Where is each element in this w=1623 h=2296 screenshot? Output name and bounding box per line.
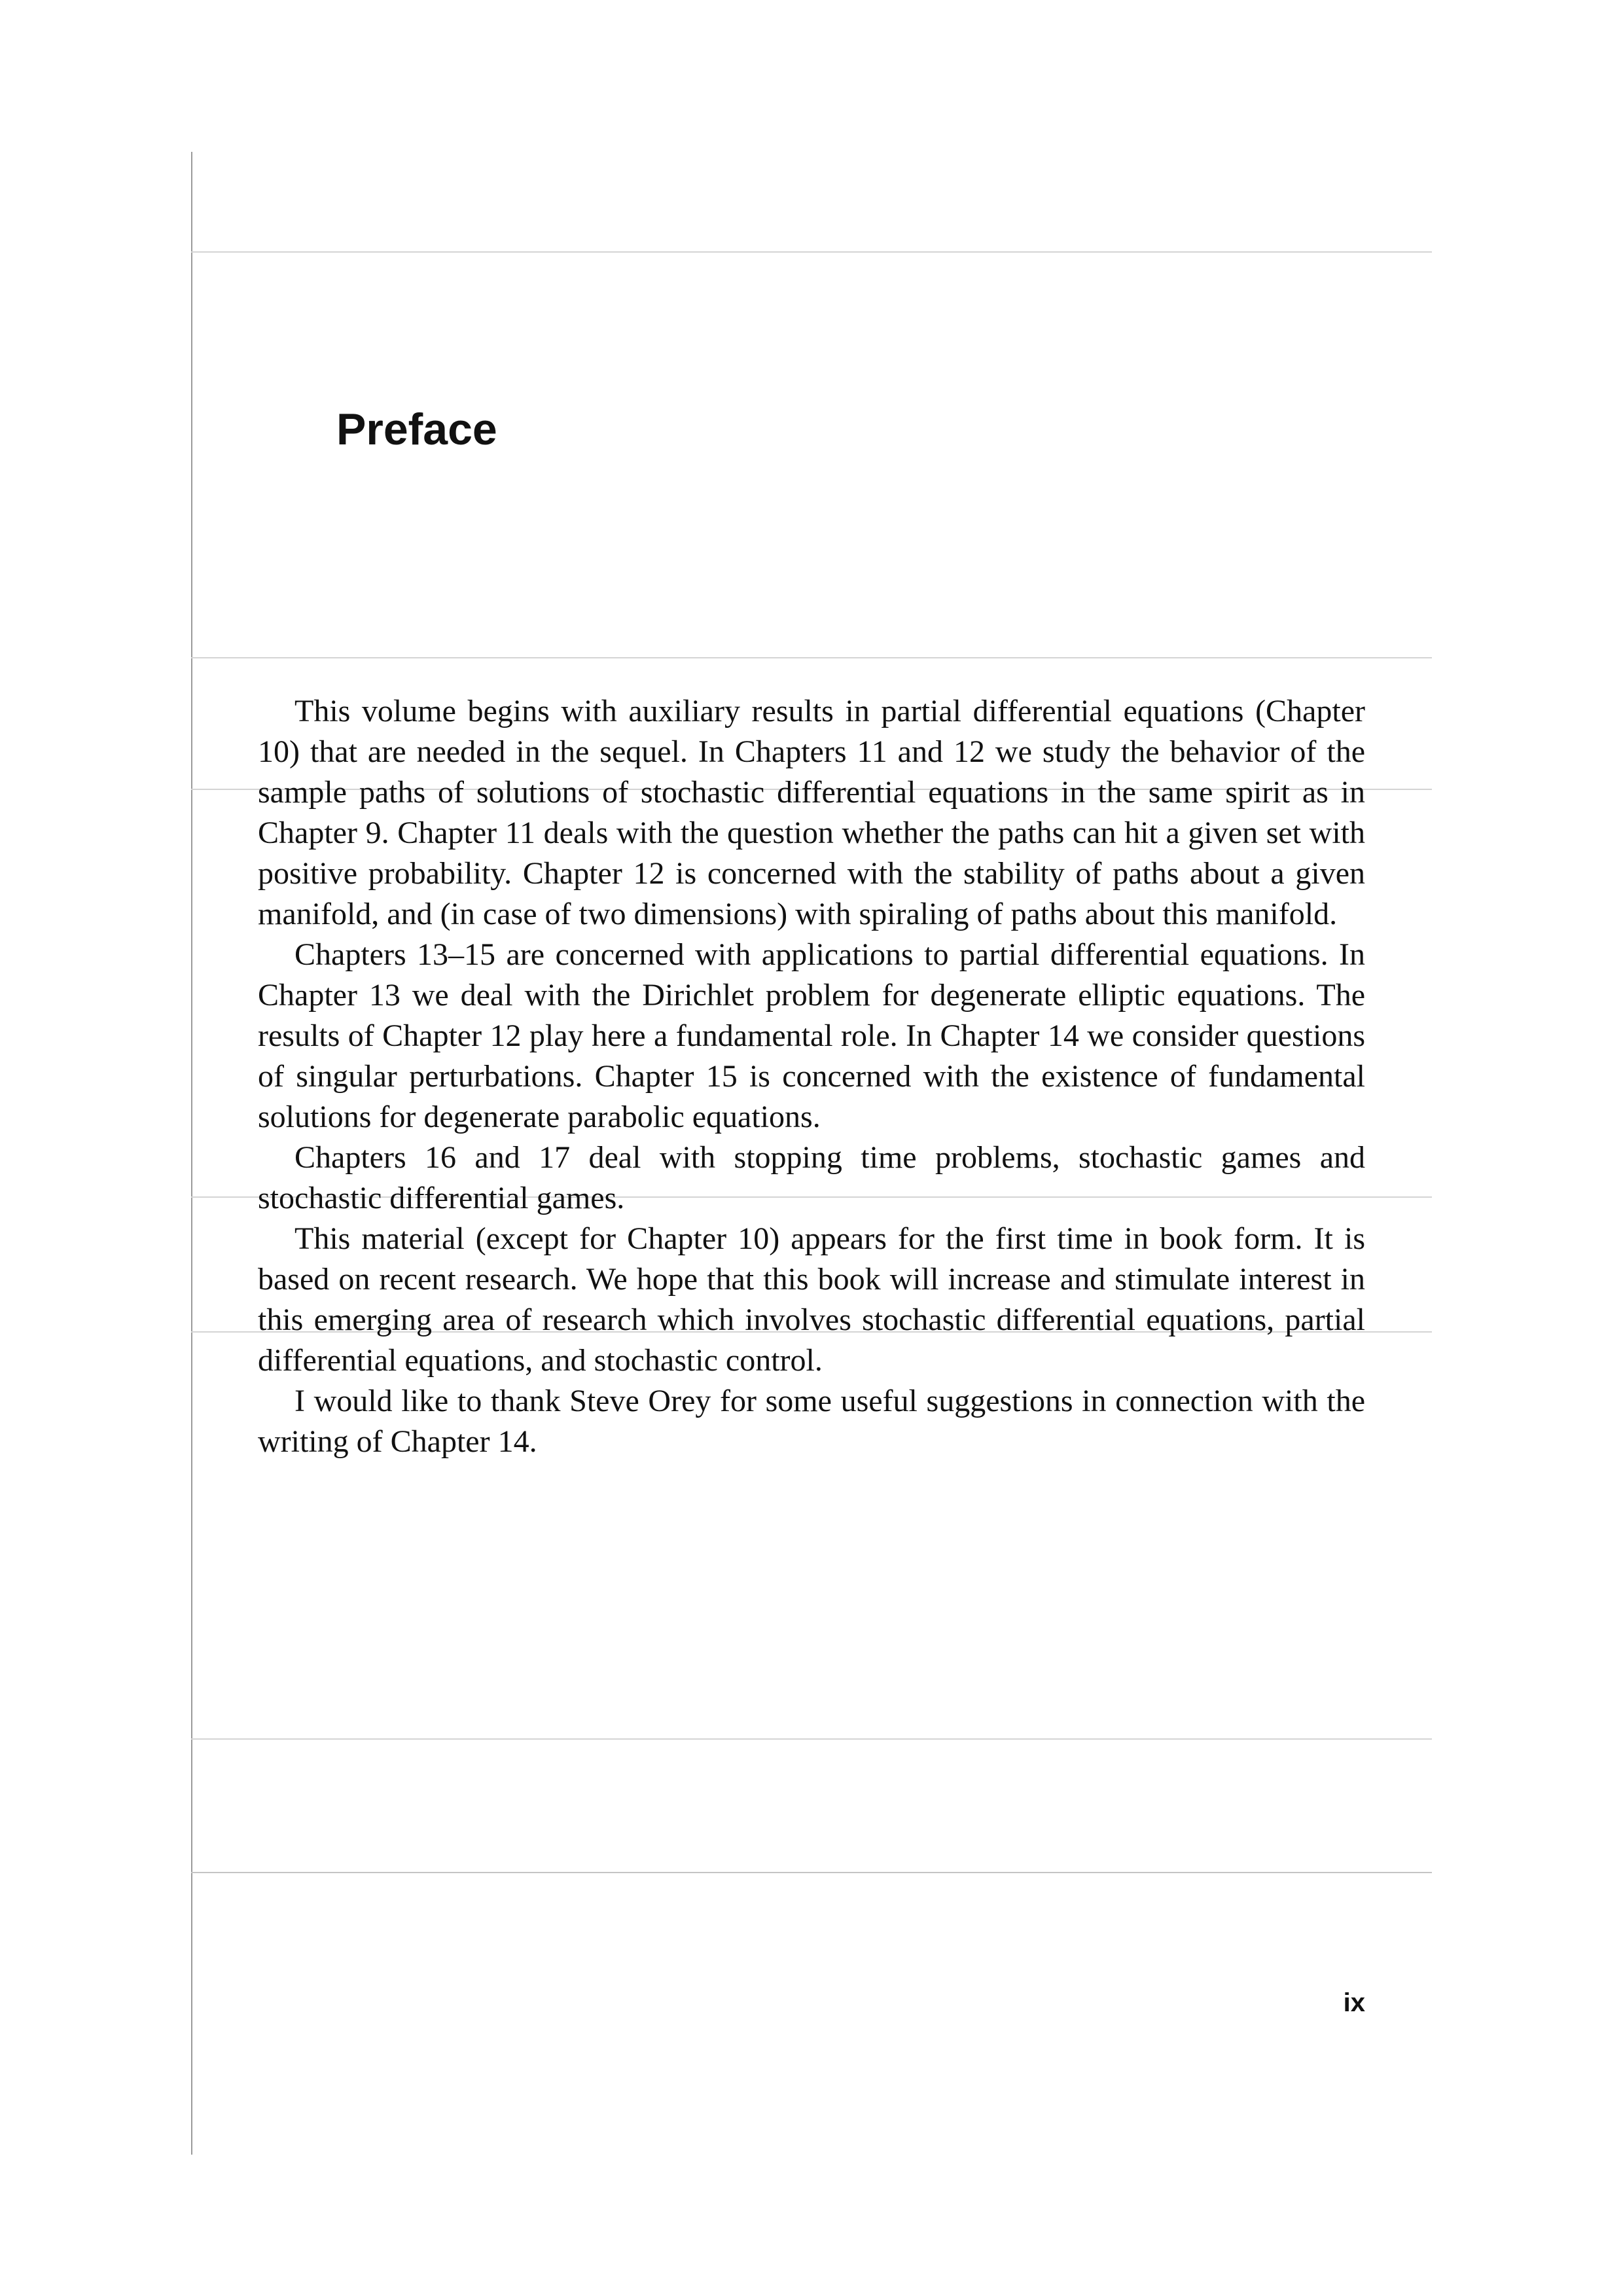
paragraph: Chapters 16 and 17 deal with stopping time problems, stochastic games and stochastic differential games. xyxy=(258,1140,1365,1215)
guide-rule xyxy=(191,251,1432,253)
guide-rule xyxy=(191,1738,1432,1740)
page-number: ix xyxy=(1343,1988,1365,2017)
guide-rule xyxy=(191,1872,1432,1873)
guide-rule xyxy=(191,657,1432,658)
paragraph: This volume begins with auxiliary results in partial differential equations (Chapter 10) that are needed in the sequel. In Chapters 11 and 12 we study the behavior of the sample paths of solutions of stochastic differential equations in the same spirit as in Chapter 9. Chapter 11 deals with the question whether the paths can hit a given set with positive probability. Chapter 12 is concerned with the stability of paths about a given manifold, and (in case of two dimensions) with spiraling of paths about this manifold. xyxy=(258,694,1365,931)
margin-rule-vertical xyxy=(191,152,192,2155)
paragraph: This material (except for Chapter 10) appears for the first time in book form. It is based on recent research. We hope that this book will increase and stimulate interest in this emerging area of research which involves stochastic differential equations, partial differential equations, and stochastic control. xyxy=(258,1221,1365,1378)
paragraph: Chapters 13–15 are concerned with applications to partial differential equations. In Chapter 13 we deal with the Dirichlet problem for degenerate elliptic equations. The results of Chapter 12 play here a fundamental role. In Chapter 14 we consider questions of singular perturbations. Chapter 15 is concerned with the existence of fundamental solutions for degenerate parabolic equations. xyxy=(258,937,1365,1134)
paragraph: I would like to thank Steve Orey for some useful suggestions in connection with the writing of Chapter 14. xyxy=(258,1384,1365,1459)
page-title: Preface xyxy=(336,404,497,454)
preface-body xyxy=(258,691,1365,1462)
